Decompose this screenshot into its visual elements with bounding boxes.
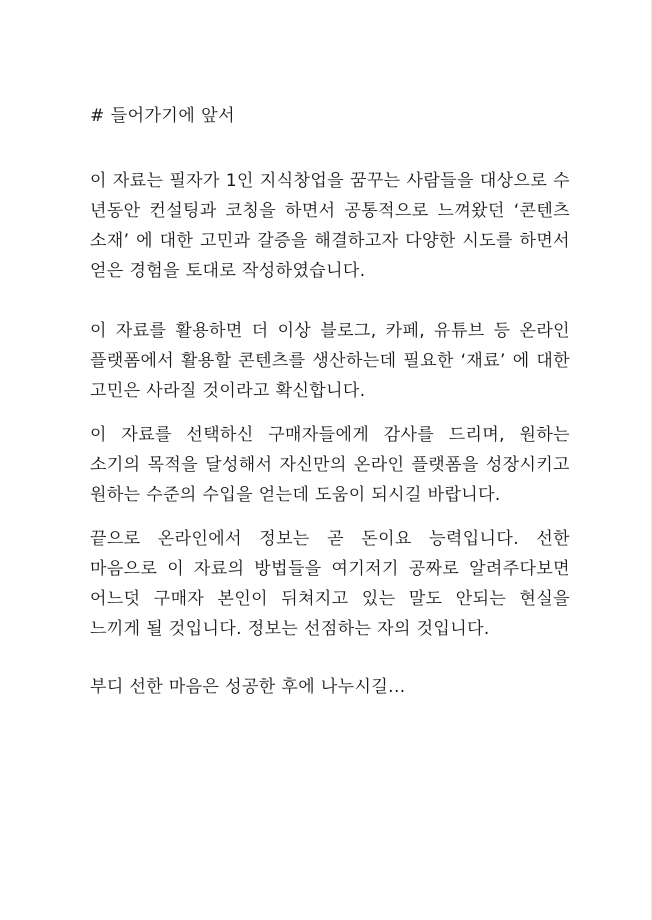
final-note: 부디 선한 마음은 성공한 후에 나누시길... bbox=[90, 677, 406, 697]
document-body bbox=[90, 104, 570, 702]
intro-paragraph: 이 자료는 필자가 1인 지식창업을 꿈꾸는 사람들을 대상으로 수 년동안 컨설팅과 코칭을 하면서 공통적으로 느껴왔던 ‘콘텐츠 소재’ 에 대한 고민과 갈증을 해결하고자 다양한 시도를 하면서 얻은 경험을 토대로 작성하였습니다. bbox=[90, 171, 570, 281]
closing-paragraph: 끝으로 온라인에서 정보는 곧 돈이요 능력입니다. 선한 마음으로 이 자료의 방법들을 여기저기 공짜로 알려주다보면 어느덧 구매자 본인이 뒤쳐지고 있는 말도 안되는 현실을 느끼게 될 것입니다. 정보는 선점하는 자의 것입니다. bbox=[90, 529, 570, 639]
thanks-paragraph: 이 자료를 선택하신 구매자들에게 감사를 드리며, 원하는 소기의 목적을 달성해서 자신만의 온라인 플랫폼을 성장시키고 원하는 수준의 수입을 얻는데 도움이 되시길 바랍니다. bbox=[90, 425, 570, 505]
section-heading: # 들어가기에 앞서 bbox=[90, 106, 236, 126]
usage-paragraph: 이 자료를 활용하면 더 이상 블로그, 카페, 유튜브 등 온라인 플랫폼에서 활용할 콘텐츠를 생산하는데 필요한 ‘재료’ 에 대한 고민은 사라질 것이라고 확신합니다. bbox=[90, 321, 570, 401]
